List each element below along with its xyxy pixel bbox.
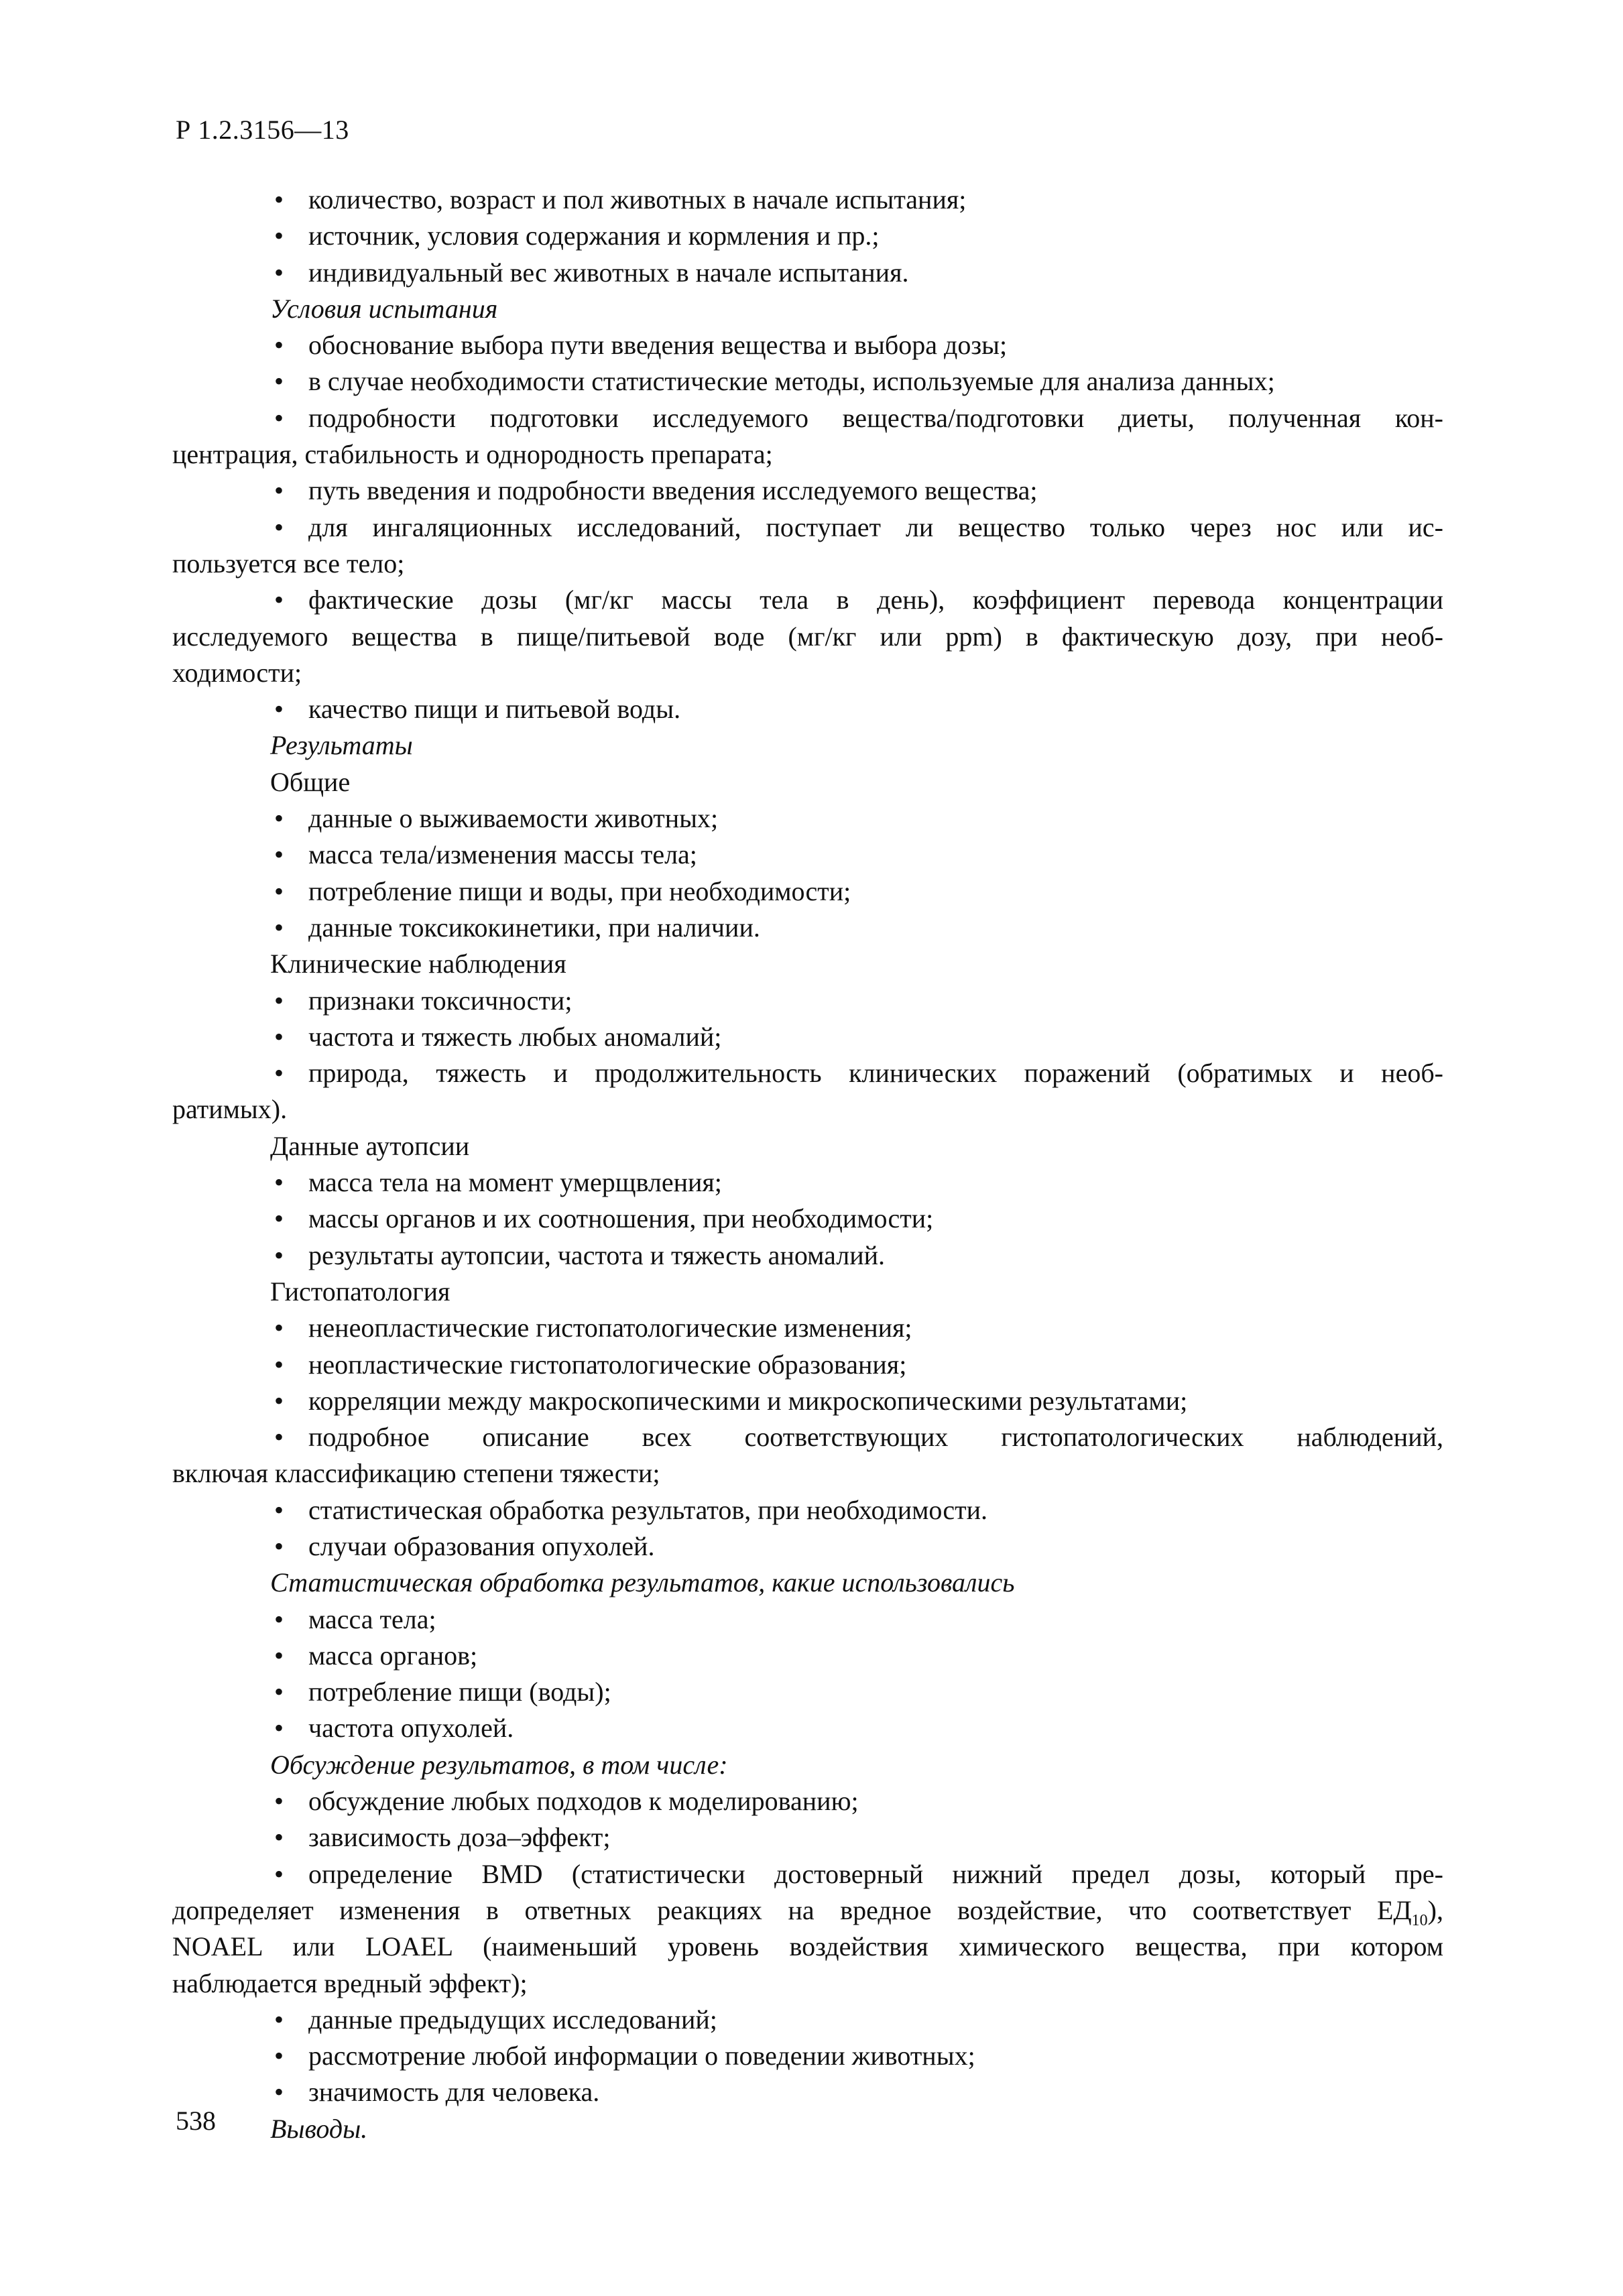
list-item-continuation: NOAEL или LOAEL (наименьший уровень воздействия химического вещества, при котором xyxy=(172,1931,1443,1962)
list-item-continuation: центрация, стабильность и однородность препарата; xyxy=(172,439,773,470)
list-item: • признаки токсичности; xyxy=(172,983,1443,1019)
list-item-continuation: включая классификацию степени тяжести; xyxy=(172,1458,660,1489)
subsection-heading-autopsy: Данные аутопсии xyxy=(270,1130,470,1161)
list-item: • случаи образования опухолей. xyxy=(172,1528,1443,1565)
list-item: • потребление пищи и воды, при необходимости; xyxy=(172,873,1443,910)
subsection-heading-general: Общие xyxy=(270,766,351,797)
list-item: • природа, тяжесть и продолжительность клинических поражений (обратимых и необ- xyxy=(172,1055,1443,1091)
list-item: • значимость для человека. xyxy=(172,2074,1443,2110)
subscript-ten: 10 xyxy=(1411,1911,1428,1929)
list-item-continuation xyxy=(172,1892,1443,1929)
list-item: • неопластические гистопатологические образования; xyxy=(172,1347,1443,1383)
section-heading-statistics: Статистическая обработка результатов, какие использовались xyxy=(270,1567,1015,1598)
list-item: • масса тела; xyxy=(172,1602,1443,1638)
list-item: • масса тела/изменения массы тела; xyxy=(172,837,1443,873)
list-item: • статистическая обработка результатов, при необходимости. xyxy=(172,1492,1443,1528)
list-item: • частота и тяжесть любых аномалий; xyxy=(172,1019,1443,1055)
section-heading-conclusions: Выводы. xyxy=(270,2113,368,2144)
list-item: • частота опухолей. xyxy=(172,1710,1443,1746)
list-item: • масса органов; xyxy=(172,1638,1443,1674)
list-item: • фактические дозы (мг/кг массы тела в день), коэффициент перевода концентрации xyxy=(172,582,1443,618)
list-item: • зависимость доза–эффект; xyxy=(172,1819,1443,1856)
list-item: • результаты аутопсии, частота и тяжесть аномалий. xyxy=(172,1237,1443,1274)
section-heading-results: Результаты xyxy=(270,730,413,761)
list-item: • путь введения и подробности введения исследуемого вещества; xyxy=(172,473,1443,509)
document-code: Р 1.2.3156—13 xyxy=(176,115,349,145)
section-heading-discussion: Обсуждение результатов, в том числе: xyxy=(270,1749,728,1780)
section-heading-conditions: Условия испытания xyxy=(270,293,498,324)
page-number: 538 xyxy=(176,2106,216,2136)
list-item: • в случае необходимости статистические методы, используемые для анализа данных; xyxy=(172,363,1443,400)
list-item-continuation: исследуемого вещества в пище/питьевой воде (мг/кг или ppm) в фактическую дозу, при необ- xyxy=(172,621,1443,652)
list-item: • ненеопластические гистопатологические изменения; xyxy=(172,1310,1443,1346)
list-item-continuation: ходимости; xyxy=(172,657,302,688)
document-body xyxy=(172,182,1443,2147)
list-item-continuation: пользуется все тело; xyxy=(172,548,405,579)
list-item-continuation: наблюдается вредный эффект); xyxy=(172,1968,528,1998)
list-item: • данные о выживаемости животных; xyxy=(172,800,1443,837)
list-item: • рассмотрение любой информации о поведении животных; xyxy=(172,2038,1443,2074)
subsection-heading-clinical: Клинические наблюдения xyxy=(270,949,566,979)
list-item: • количество, возраст и пол животных в начале испытания; xyxy=(172,182,1443,218)
list-item: • источник, условия содержания и кормления и пр.; xyxy=(172,218,1443,254)
list-item: • определение BMD (статистически достоверный нижний предел дозы, который пре- xyxy=(172,1856,1443,1892)
list-item: • подробное описание всех соответствующих гистопатологических наблюдений, xyxy=(172,1419,1443,1455)
list-item: • индивидуальный вес животных в начале испытания. xyxy=(172,255,1443,291)
list-item: • данные предыдущих исследований; xyxy=(172,2002,1443,2038)
subsection-heading-histopathology: Гистопатология xyxy=(270,1276,450,1307)
list-item: • для ингаляционных исследований, поступает ли вещество только через нос или ис- xyxy=(172,509,1443,546)
list-item: • обсуждение любых подходов к моделированию; xyxy=(172,1783,1443,1819)
list-item: • подробности подготовки исследуемого вещества/подготовки диеты, полученная кон- xyxy=(172,400,1443,436)
list-item: • корреляции между макроскопическими и микроскопическими результатами; xyxy=(172,1383,1443,1419)
bmd-definition-tail: ), xyxy=(1427,1894,1443,1925)
list-item: • массы органов и их соотношения, при необходимости; xyxy=(172,1201,1443,1237)
list-item: • потребление пищи (воды); xyxy=(172,1674,1443,1710)
list-item: • качество пищи и питьевой воды. xyxy=(172,691,1443,727)
list-item: • данные токсикокинетики, при наличии. xyxy=(172,910,1443,946)
list-item: • обоснование выбора пути введения вещества и выбора дозы; xyxy=(172,327,1443,363)
list-item-continuation: ратимых). xyxy=(172,1094,288,1125)
list-item: • масса тела на момент умерщвления; xyxy=(172,1164,1443,1201)
bmd-definition-text: допределяет изменения в ответных реакциях на вредное воздействие, что соответствует ЕД xyxy=(172,1894,1412,1925)
